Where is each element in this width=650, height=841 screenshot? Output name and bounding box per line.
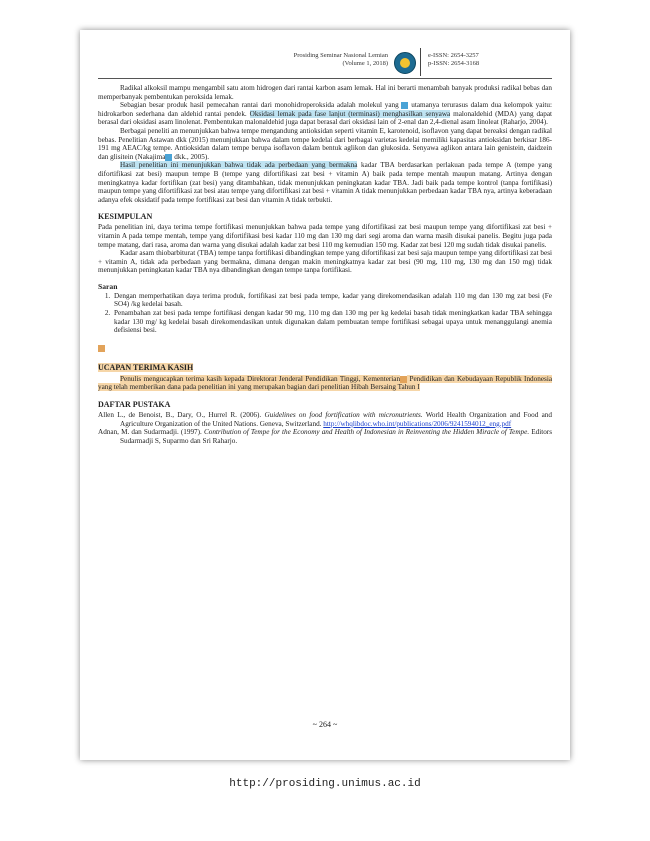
section-title-daftar-pustaka: DAFTAR PUSTAKA (98, 400, 171, 410)
reference-link[interactable]: http://whqlibdoc.who.int/publications/2006/9241594012_eng.pdf (323, 419, 512, 428)
e-issn: e-ISSN: 2654-3257 (428, 52, 479, 59)
annotation-row (98, 339, 552, 357)
page-number: ~ 264 ~ (312, 720, 338, 729)
reference-title: Contribution of Tempe for the Economy and Health of Indonesian in Reinventing the Hidden Miracle of Tempe. (203, 428, 530, 437)
highlighted-text[interactable]: Hasil penelitian ini menunjukkan bahwa tidak ada perbedaan yang bermakna (120, 161, 358, 170)
text-span: utamanya terurasus dalam dua kelompok yaitu: hidrokarbon sederhana dan aldehid rantai pendek. (98, 101, 552, 118)
proceedings-title: Prosiding Seminar Nasional Lemian (293, 52, 388, 59)
footer-url[interactable]: http://prosiding.unimus.ac.id (229, 778, 421, 790)
text-span: Berbagai peneliti an menunjukkan bahwa tempe mengandung antioksidan seperti vitamin E, karotenoid, isoflavon yang dapat bereaksi dengan radikal bebas. Penelitian Astawan dkk (2015) menunjukkan bahwa dalam tempe kedelai dari berbagai varietas kedelai memiliki kapasitas antioksidan berkisar 186-191 mg AEAC/kg tempe. Antioksidan dalam tempe berupa isoflavon dalam bentuk aglikon dan glukosida. Senyawa aglikon antara lain genistein, daidzein dan glisitein (Nakajima (98, 126, 552, 161)
highlighted-text[interactable]: Oksidasi lemak pada fase lanjut (terminasi) menghasilkan senyawa (249, 109, 451, 118)
text-span: Adnan, M. dan Sudarmadji. (1997). (98, 428, 204, 437)
text-span: Editors Sudarmadji S, Suparmo dan Sri Raharjo. (120, 428, 552, 445)
proceedings-volume: (Volume 1, 2018) (342, 60, 388, 67)
text-span: Allen L., de Benoist, B., Dary, O., Hurrel R. (2006). (98, 411, 265, 420)
annotation-marker[interactable] (98, 345, 105, 352)
text-span: malonaldehid (MDA) yang dapat berasal dari oksidasi asam linolenat. Pembentukan malonaldehid juga dapat berasal dari oksidasi lain of 2-enal dan 2,4-dienal asam linoleat (Raharjo, 2004). (98, 109, 553, 127)
terima-kasih-paragraph (98, 375, 552, 392)
list-item: 1. Dengan memperhatikan daya terima produk, fortifikasi zat besi pada tempe, kadar yang direkomendasikan adalah 110 mg dan 130 mg zat besi (Fe SO4) /kg kedelai basah. (112, 292, 552, 309)
p-issn: p-ISSN: 2654-3168 (428, 60, 480, 67)
page-header (98, 38, 552, 80)
text-span: kadar TBA berdasarkan perlakuan pada tempe A (tempe yang difortifikasi zat besi) maupun tempe B (tempe yang difortifikasi zat besi + vitamin A) baik pada tempe mentah maupun matang. Artinya dengan meningkatnya kadar fortifikan (zat besi) yang ditambahkan, tidak menunjukkan peningkatan kadar TBA. Jadi baik pada tempe kontrol (tanpa fortifikasi) maupun tempe yang difortifikasi zat besi atau tempe yang difortifikasi zat besi + vitamin A tidak menunjukkan perbedaan kadar TBA nya, artinya keberadaan adanya efek oksidatif pada tempe fortifikasi zat besi dan vitamin A tidak terbukti. (98, 161, 552, 204)
section-title-saran: Saran (98, 281, 118, 291)
document-page (80, 30, 570, 760)
header-rule (98, 78, 552, 79)
body-paragraph-4 (98, 161, 552, 204)
header-left (248, 52, 388, 68)
reference-item (98, 428, 552, 445)
section-title-kesimpulan: KESIMPULAN (98, 212, 153, 222)
institution-logo-icon (394, 52, 416, 74)
kesimpulan-paragraph-1: Pada penelitian ini, daya terima tempe fortifikasi menunjukkan bahwa pada tempe yang difortifikasi zat besi maupun tempe yang difortifikasi zat besi + vitamin A pada tempe mentah, tempe yang difortifikasi besi kadar 110 mg dan 130 mg dari segi aroma dan warna masih disukai panelis. Begitu juga pada tempe matang, dari rasa, aroma dan warna yang disukai adalah kadar zat besi 110 mg kemudian 150 mg. Kadar zat besi 120 mg sudah tidak disukai panelis. (98, 223, 552, 249)
text-span: dkk., 2005). (172, 152, 210, 161)
saran-list (98, 292, 552, 335)
highlighted-text[interactable]: Penulis mengucapkan terima kasih kepada Direktorat Jenderal Pendidikan Tinggi, Kementerian (120, 374, 401, 383)
reference-item (98, 411, 552, 428)
text-span: World Health Organization and Food and Agriculture Organization of the United Nations. Geneva, Switzerland. (120, 411, 552, 428)
body-paragraph-3 (98, 127, 552, 161)
body-paragraph-1: Radikal alkoksil mampu mengambil satu atom hidrogen dari rantai karbon asam lemak. Hal ini berarti menambah banyak produksi radikal bebas dan memperbanyak pembentukan peroksida lemak. (98, 84, 552, 101)
header-right (428, 52, 479, 68)
page-content (98, 38, 552, 445)
reference-title: Guidelines on food fortification with micronutrients. (264, 411, 423, 420)
text-span: Sebagian besar produk hasil pemecahan rantai dari monohidroperoksida adalah molekul yang (120, 101, 402, 110)
section-title-terima-kasih[interactable]: UCAPAN TERIMA KASIH (98, 362, 194, 372)
header-divider (420, 48, 421, 76)
highlighted-text[interactable]: Pendidikan dan Kebudayaan Republik Indonesia yang telah memberikan dana pada penelitian ini yang merupakan bagian dari penelitian Hibah Bersaing Tahun I (98, 374, 553, 392)
kesimpulan-paragraph-2: Kadar asam thiobarbiturat (TBA) tempe tanpa fortifikasi dibandingkan tempe yang difortifikasi zat besi saja maupun tempe yang difortifikasi zat besi + vitamin A, tidak ada perbedaan yang bermakna, dimana dengan makin meningkatnya kadar zat besi (90 mg, 110 mg, 130 mg dan 150 mg) tidak menunjukkan peningkatan kadar TBA nya dibandingkan dengan tempe tanpa fortifikasi. (98, 249, 552, 275)
list-item: 2. Penambahan zat besi pada tempe fortifikasi dengan kadar 90 mg, 110 mg dan 130 mg per kg kedelai basah tidak meningkatkan kadar TBA sehingga kadar 130 mg/ kg kedelai basah direkomendasikan untuk digunakan dalam pembuatan tempe fortifikasi sebagai upaya untuk menanggulangi anemia defisiensi besi. (112, 309, 552, 335)
body-paragraph-2 (98, 101, 552, 127)
